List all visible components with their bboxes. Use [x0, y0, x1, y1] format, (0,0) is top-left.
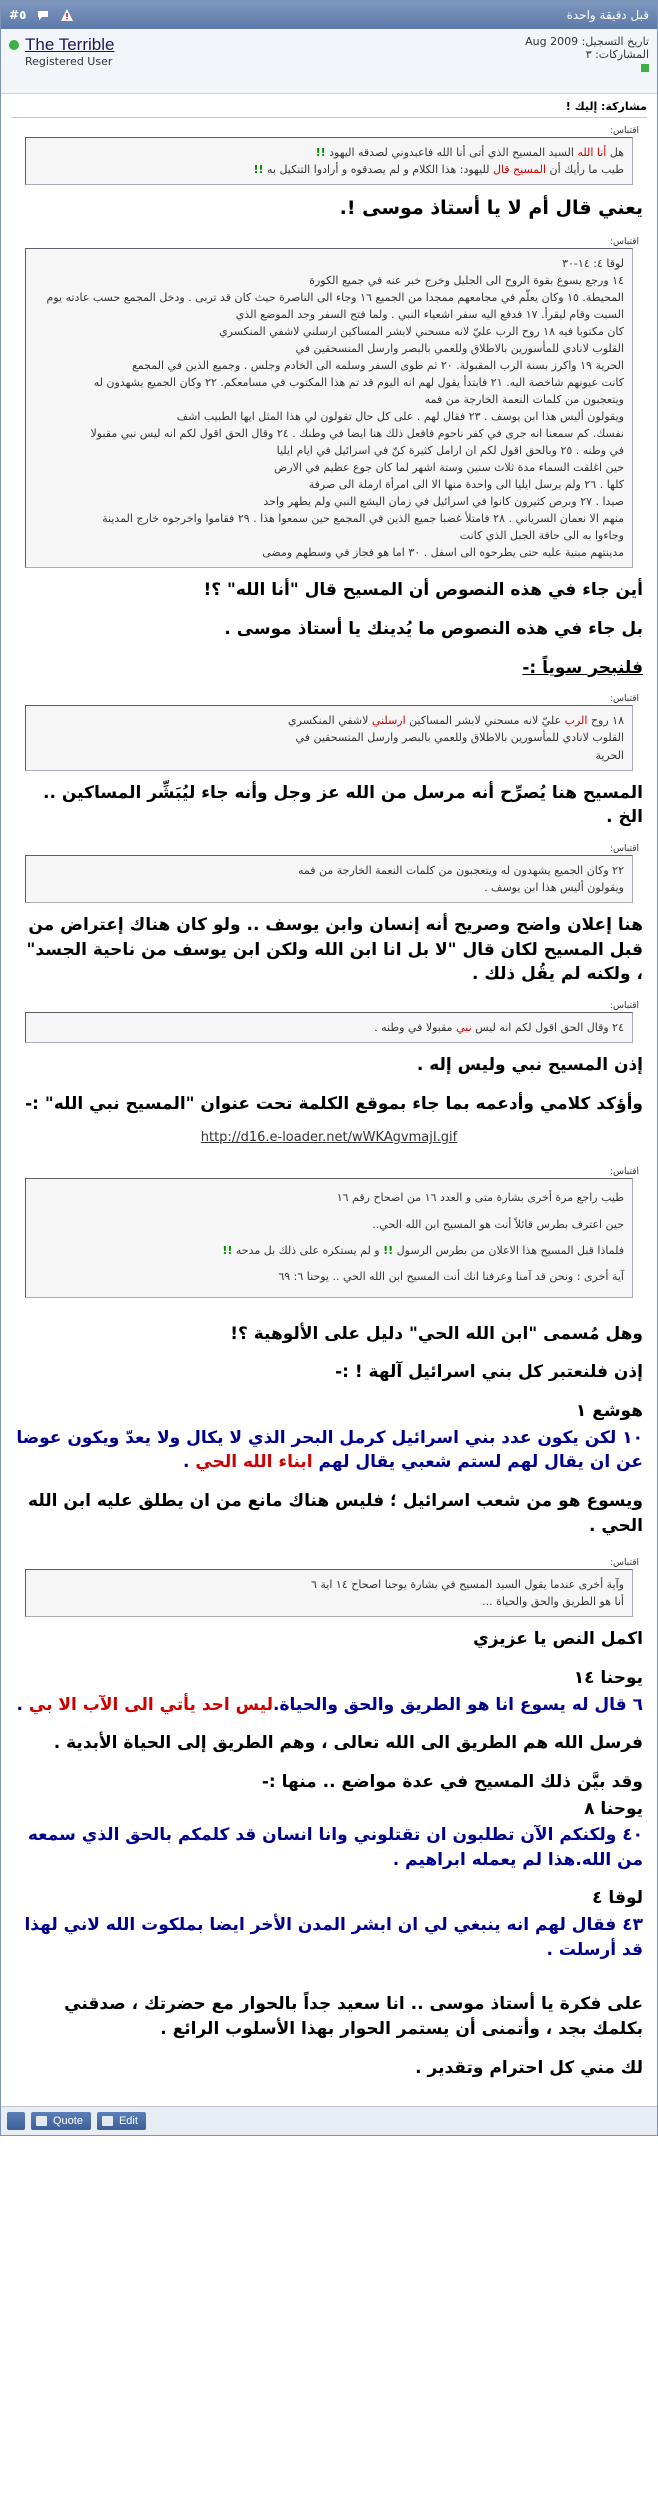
- quote-block-2: [25, 248, 633, 569]
- quote-block-6: طيب راجع مرة أخرى بشارة متى و العدد ١٦ من اصحاح رقم ١٦ حين اعترف بطرس قائلاً أنت هو المسيح ابن الله الحي.. فلماذا قبل المسيح هذا الاعلان من بطرس الرسول !! و لم يستكره على ذلك بل مدحه !! آية أخرى : ونحن قد آمنا وعرفنا انك أنت المسيح ابن الله الحي .. يوحنا ٦: ٦٩: [25, 1178, 633, 1298]
- quote-line: ويقولون أليس هذا ابن يوسف . ٢٣ فقال لهم . على كل حال تقولون لي هذا المثل ايها الطبيب اشف: [176, 410, 624, 424]
- post-number[interactable]: #٥: [9, 8, 27, 22]
- quote-label: اقتباس:: [610, 1167, 639, 1178]
- paragraph: بل جاء في هذه النصوص ما يُدينك يا أستاذ موسى .: [224, 619, 643, 640]
- username-link[interactable]: The Terrible: [25, 35, 115, 54]
- paragraph: اكمل النص يا عزيزي: [473, 1629, 643, 1650]
- paragraph: لوقا ٤: [592, 1888, 643, 1909]
- paragraph: ١٠ لكن يكون عدد بني اسرائيل كرمل البحر الذي لا يكال ولا يعدّ ويكون عوضا عن ان يقال لهم لستم شعبي يقال لهم ابناء الله الحي .: [16, 1427, 643, 1473]
- paragraph: ويسوع هو من شعب اسرائيل ؛ فليس هناك مانع من ان يطلق عليه ابن الله الحي .: [28, 1490, 643, 1536]
- quote-label: اقتباس:: [610, 126, 639, 136]
- paragraph: وقد بيَّن ذلك المسيح في عدة مواضع .. منها :-: [261, 1771, 643, 1792]
- paragraph: إذن المسيح نبي وليس إله .: [416, 1054, 643, 1075]
- quote-block-1: هل أنا الله السيد المسيح الذي أتى أنا الله فاعبدوني لصدقه اليهود !! طيب ما رأيك أن المسيح قال لليهود: هذا الكلام و لم يصدقوه و أرادوا التنكيل به !!: [25, 137, 633, 185]
- paragraph: فرسل الله هم الطريق الى الله تعالى ، وهم الطريق إلى الحياة الأبدية .: [53, 1733, 643, 1754]
- quote-line: في وطنه . ٢٥ وبالحق اقول لكم ان ارامل كثيرة كنّ في اسرائيل في ايام ايليا: [276, 444, 624, 458]
- quote-line: كانت عيونهم شاخصة اليه. ٢١ فابتدأ يقول لهم انه اليوم قد تم هذا المكتوب في مسامعكم. ٢٢ وكان الجميع يشهدون له: [93, 375, 624, 389]
- post-count: المشاركات: ٣: [585, 48, 649, 61]
- quote-line: ١٤ ورجع يسوع بقوة الروح الى الجليل وخرج خبر عنه في جميع الكورة: [309, 273, 624, 287]
- quote-label: اقتباس:: [610, 694, 639, 705]
- paragraph: على فكرة يا أستاذ موسى .. انا سعيد جداً بالحوار مع حضرتك ، صدقني بكلمك بجد ، وأتمنى أن يستمر الحوار بهذا الأسلوب الرائع .: [64, 1994, 643, 2039]
- quote-line: وجاءوا به الى حافة الجبل الذي كانت: [459, 529, 624, 543]
- quote-label: اقتباس:: [610, 843, 639, 854]
- paragraph: هوشع ١: [575, 1401, 643, 1422]
- paragraph: وهل مُسمى "ابن الله الحي" دليل على الألوهية ؟!: [230, 1323, 643, 1344]
- quote-line: مدينتهم مبنية عليه حتى يطرحوه الى اسفل . ٣٠ اما هو فجاز في وسطهم ومضى: [262, 546, 624, 560]
- image-link: [11, 1130, 647, 1145]
- quote-block-3: ١٨ روح الرب عليّ لانه مسحني لابشر المساكين ارسلني لاشفي المنكسري القلوب لانادي للمأسورين بالاطلاق وللعمي بالبصر وارسل المنسحقين في الحرية: [25, 705, 633, 770]
- quote-block-4: ٢٢ وكان الجميع يشهدون له ويتعجبون من كلمات النعمة الخارجة من فمه ويقولون أليس هذا ابن يوسف .: [25, 855, 633, 903]
- join-date: تاريخ التسجيل: Aug 2009: [525, 35, 649, 48]
- paragraph: ٤٣ فقال لهم انه ينبغي لي ان ابشر المدن الأخر ايضا بملكوت الله لاني لهذا قد أرسلت .: [24, 1915, 643, 1960]
- paragraph: فلنبحر سوياً :-: [522, 657, 643, 678]
- quote-line: السبت وقام ليقرأ. ١٧ فدفع اليه سفر اشعياء النبي . ولما فتح السفر وجد الموضع الذي: [235, 307, 624, 321]
- quote-label: اقتباس:: [610, 1000, 639, 1011]
- multiquote-icon[interactable]: [36, 8, 50, 22]
- reputation-icon: [641, 64, 649, 72]
- quote-line: حين اغلقت السماء مدة ثلاث سنين وستة اشهر لما كان جوع عظيم في الارض: [273, 461, 624, 475]
- paragraph: يوحنا ٨: [584, 1798, 643, 1819]
- quote-label: اقتباس:: [610, 1558, 639, 1569]
- user-info-bar: [1, 29, 657, 94]
- quote-line: لوقا ٤: ١٤-٣٠: [562, 256, 624, 270]
- paragraph: المسيح هنا يُصرِّح أنه مرسل من الله عز وجل وأنه جاء ليُبَشِّر المساكين .. الخ .: [43, 782, 643, 828]
- paragraph: أين جاء في هذه النصوص أن المسيح قال "أنا الله" ؟!: [203, 580, 643, 601]
- user-stats: [525, 35, 649, 87]
- paragraph: ٦ قال له يسوع انا هو الطريق والحق والحياة.ليس احد يأتي الى الآب الا بي .: [16, 1694, 643, 1715]
- quote-line: كان مكتوبا فيه ١٨ روح الرب عليّ لانه مسحني لابشر المساكين ارسلني لاشفي المنكسري: [219, 324, 624, 338]
- user-identity: [9, 35, 114, 87]
- user-rank: Registered User: [25, 55, 113, 68]
- quote-line: القلوب لانادي للمأسورين بالاطلاق وللعمي بالبصر وارسل المنسحقين في: [295, 341, 624, 355]
- report-warning-icon[interactable]: [60, 8, 74, 22]
- quote-label: اقتباس:: [610, 236, 639, 247]
- report-post-icon[interactable]: [7, 2112, 25, 2130]
- quote-block-7: وآية أخرى عندما يقول السيد المسيح في بشارة يوحنا اصحاح ١٤ اية ٦ أنا هو الطريق والحق والحياة ...: [25, 1569, 633, 1617]
- quote-block-5: ٢٤ وقال الحق اقول لكم انه ليس نبي مقبولا في وطنه .: [25, 1012, 633, 1043]
- quote-line: المحيطة. ١٥ وكان يعلّم في مجامعهم ممجدا من الجميع ١٦ وجاء الى الناصرة حيث كان قد تربى . ودخل المجمع حسب عادته يوم: [46, 290, 624, 304]
- paragraph: يوحنا ١٤: [573, 1667, 643, 1688]
- paragraph: يعني قال أم لا يا أستاذ موسى !.: [339, 197, 643, 220]
- paragraph: وأؤكد كلامي وأدعمه بما جاء بموقع الكلمة تحت عنوان "المسيح نبي الله" :-: [25, 1093, 643, 1114]
- paragraph: ٤٠ ولكنكم الآن تطلبون ان تقتلوني وانا انسان قد كلمكم بالحق الذي سمعه من الله.هذا لم يعمله ابراهيم .: [27, 1825, 643, 1870]
- edit-button[interactable]: Edit: [97, 2112, 146, 2130]
- quote-line: الحرية ١٩ واكرز بسنة الرب المقبولة. ٢٠ ثم طوى السفر وسلمه الى الخادم وجلس . وجميع الذين في المجمع: [131, 358, 624, 372]
- quote-line: كلها . ٢٦ ولم يرسل ايليا الى واحدة منها الا الى امرأة ارملة الى صرفة: [308, 478, 624, 492]
- post-header-bar: [1, 1, 657, 29]
- quote-button[interactable]: Quote: [31, 2112, 91, 2130]
- post-title: مشاركة: إليك !: [11, 100, 647, 118]
- quote-line: ويتعجبون من كلمات النعمة الخارجة من فمه: [424, 393, 624, 407]
- header-tools: [9, 8, 74, 22]
- post-footer-bar: [1, 2106, 657, 2135]
- quote-line: نفسك. كم سمعنا انه جرى في كفر ناحوم فافعل ذلك هنا ايضا في وطنك . ٢٤ وقال الحق اقول لكم انه ليس نبي مقبولا: [90, 427, 624, 441]
- post-body: [1, 94, 657, 2100]
- paragraph: إذن فلنعتبر كل بني اسرائيل آلهة ! :-: [335, 1362, 643, 1383]
- gif-link[interactable]: http://d16.e-loader.net/wWKAgvmajI.gif: [200, 1130, 458, 1146]
- quote-line: صيدا . ٢٧ وبرص كثيرون كانوا في اسرائيل في زمان اليشع النبي ولم يطهر واحد: [263, 495, 624, 509]
- time-ago: قبل دقيقة واحدة: [566, 8, 649, 22]
- online-status-icon: [9, 40, 19, 50]
- paragraph: لك مني كل احترام وتقدير .: [415, 2057, 643, 2078]
- paragraph: هنا إعلان واضح وصريح أنه إنسان وابن يوسف .. ولو كان هناك إعتراض من قبل المسيح لكان قال "لا بل انا ابن الله ولكن ابن يوسف من ناحية الجسد" ، ولكنه لم يقُل ذلك .: [26, 914, 643, 985]
- quote-line: منهم الا نعمان السرياني . ٢٨ فامتلأ غضبا جميع الذين في المجمع حين سمعوا هذا . ٢٩ فقاموا واخرجوه خارج المدينة: [102, 512, 624, 526]
